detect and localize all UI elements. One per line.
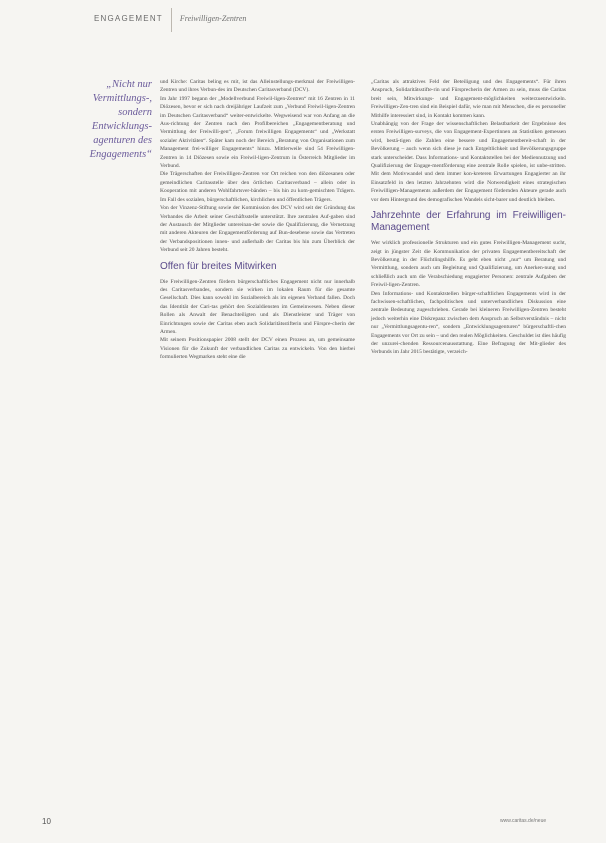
footer-url: www.caritas.de/neue (500, 818, 547, 824)
section-heading: Offen für breites Mitwirken (160, 260, 277, 272)
paragraph: Die Freiwilligen-Zentren fördern bürgerschaftliches Engagement nicht nur innerhalb des Caritasverbandes, sondern sie wirken im lokalen Raum für die gesamte Gesellschaft. Dies kann sowohl im Sozialbereich als im eigenen Verband fallen. Doch das Identität der Cari-tas gehört den Sozialdiensten im Gemeinwesen. Neben dieser Rollen als Anwalt der Benachteiligten und als Dienstleister und Träger von Einrichtungen sowie der Caritas eben auch Solidaritätsstifterin und Fürspre-cherin der Armen. (160, 278, 355, 335)
paragraph: Die Trägerschaften der Freiwilligen-Zentren vor Ort reichen von den diözesanen oder gemeindlichen Caritasstelle über den örtlichen Caritasverband – allein oder in Kooperation mit anderen Wohlfahrtsver-bänden – bis hin zu kom-gemischten Trägern. Im Fall des sozialen, bürgerschaftlichen, kirchlichen und öffentlichen Trägers. (160, 171, 355, 203)
pull-quote: „Nicht nur Vermittlungs-, sondern Entwicklungs-agenturen des Engagements“ (89, 79, 152, 160)
header-subtitle: Freiwilligen-Zentren (179, 14, 247, 23)
section-tag: ENGAGEMENT (94, 14, 163, 23)
header-divider (171, 8, 172, 32)
running-head (94, 14, 246, 36)
paragraph: Mit seinem Positionspapier 2008 stellt der DCV einen Prozess an, um gemeinsame Visionen für die Zukunft der verbandlichen Caritas zu entwickeln. Von den hierbei formulierten Wegmarken steht eine die (160, 337, 355, 361)
paragraph: Wer wirklich professionelle Strukturen und ein gutes Freiwilligen-Management sucht, zeigt in jüngster Zeit die Kommunikation der privaten Engagementbereitschaft der Bevölkerung in der Flüchtlingshilfe. Es geht eben nicht „nur“ um Beratung und Vermittlung, sondern auch um Begleitung und Qualifizierung, um Anerken-nung und schließlich auch um die Verabschiedung engagierter Personen: zentrale Aufgaben der Freiwil-ligen-Zentren. (371, 240, 566, 289)
page-number: 10 (42, 817, 51, 826)
text-column-left (160, 78, 355, 362)
paragraph: Den Informations- und Kontaktstellen bürger-schaftlichen Engagements wird in der fachwissen-schaftlichen, fachpolitischen und unterverbandlichen Diskussion eine zentrale Bedeutung zugeschrieben. Gerade bei kleineren Freiwilligen-Zentren besteht jedoch weiterhin eine Diskrepanz zwischen dem Anspruch an Selbstverständnis – nicht nur „Vermittlungsagentu-ren“, sondern „Entwicklungsagenturen“ bürgerschaftli-chen Engagements vor Ort zu sein – und den realen Möglichkeiten. Geschuldet ist dies häufig der unzurei-chenden Ressourcenausstattung. Eine Befragung der Mit-glieder des Verbunds im Jahr 2015 bestätigte, verzeich- (371, 290, 566, 356)
paragraph: Im Jahr 1997 begann der „Modellverbund Freiwil-ligen-Zentren“ mit 16 Zentren in 11 Diözesen, bevor er sich nach dreijähriger Laufzeit zum „Verbund Freiwil-ligen-Zentren im Deutschen Caritasverband“ weiter-entwickelte. Wegweisend war von Anfang an die Aus-richtung der Zentren nach den Profilbereichen „Engagementberatung und Vermittlung der Freiwilli-gen“, „Forum freiwilligen Engagements“ und „Werkstatt sozialer Aktivitäten“. Später kam noch der Bereich „Beratung von Organisationen zum Management frei-williger Engagements“ hinzu. Mittlerweile sind 54 Freiwilligen-Zentren in 14 Diözesen sowie ein Freiwil-ligen-Zentrum in Österreich Mitglieder im Verbund. (160, 95, 355, 170)
paragraph: und Kirche: Caritas beling es mit, ist das Alleinstellungs-merkmal der Freiwilligen-Zentren und ihres Verbun-des im Deutschen Caritasverband (DCV). (160, 79, 355, 94)
text-column-right (371, 78, 566, 357)
section-heading: Jahrzehnte der Erfahrung im Freiwilligen-Management (371, 210, 566, 234)
paragraph: Unabhängig von der Frage der wissenschaftlichen Belastbarkeit der Ergebnisse des ersten Freiwilligen-surveys, die von Engagement-Expertinnen an Statistiken gemessen wird, bestä-tigen die Zahlen eine bessere und Engagementbereit-schaft in der Bevölkerung – auch wenn sich diese je nach Entgeltlichkeit und Bevölkerungsgruppe stark unterscheidet. Dass Informations- und Kontaktstellen bei der Mediennutzung und Qualifizierung der Engage-mentförderung eine zentrale Rolle spielen, ist unbe-stritten. Mit dem Motivwandel und dem immer kon-kreteren Erwartungen Engagierter an ihr Einsatzfeld in den letzten Jahrzehnten wird die Notwendigkeit eines strategischen Freiwilligen-Managements außerdem der Engagement fördernden Akteure gerade auch vor dem Hintergrund des demografischen Wandels sicht-barer und deutlich bleiben. (371, 121, 566, 203)
paragraph: „Caritas als attraktives Feld der Beteiligung und des Engagements“. Für ihren Anspruch, Solidaritätsstifte-rin und Fürsprecherin der Armen zu sein, muss die Caritas breit sein, Mitwirkungs- und Engagement-möglichkeiten weiterzuentwickeln. Freiwilligen-Zen-tren sind ein Beispiel dafür, wie man mit Menschen, die es personeller Mithilfe interessiert sind, in Kontakt kommen kann. (371, 79, 566, 119)
paragraph: Von der Vinzenz-Stiftung sowie der Kommission des DCV wird seit der Gründung das Verbandes die Arbeit seiner Geschäftsstelle unterstützt. Ihre zentralen Auf-gaben sind der Austausch der Mitglieder untereinan-der sowie die Qualifizierung, die Vernetzung mit anderen Akteuren der Engagementförderung auf Bun-desebene sowie das Vertreten der Verbandspositionen innen- und außerhalb der Caritas bis hin zum Überblick der Verbund seit 20 Jahren besteht. (160, 205, 355, 254)
